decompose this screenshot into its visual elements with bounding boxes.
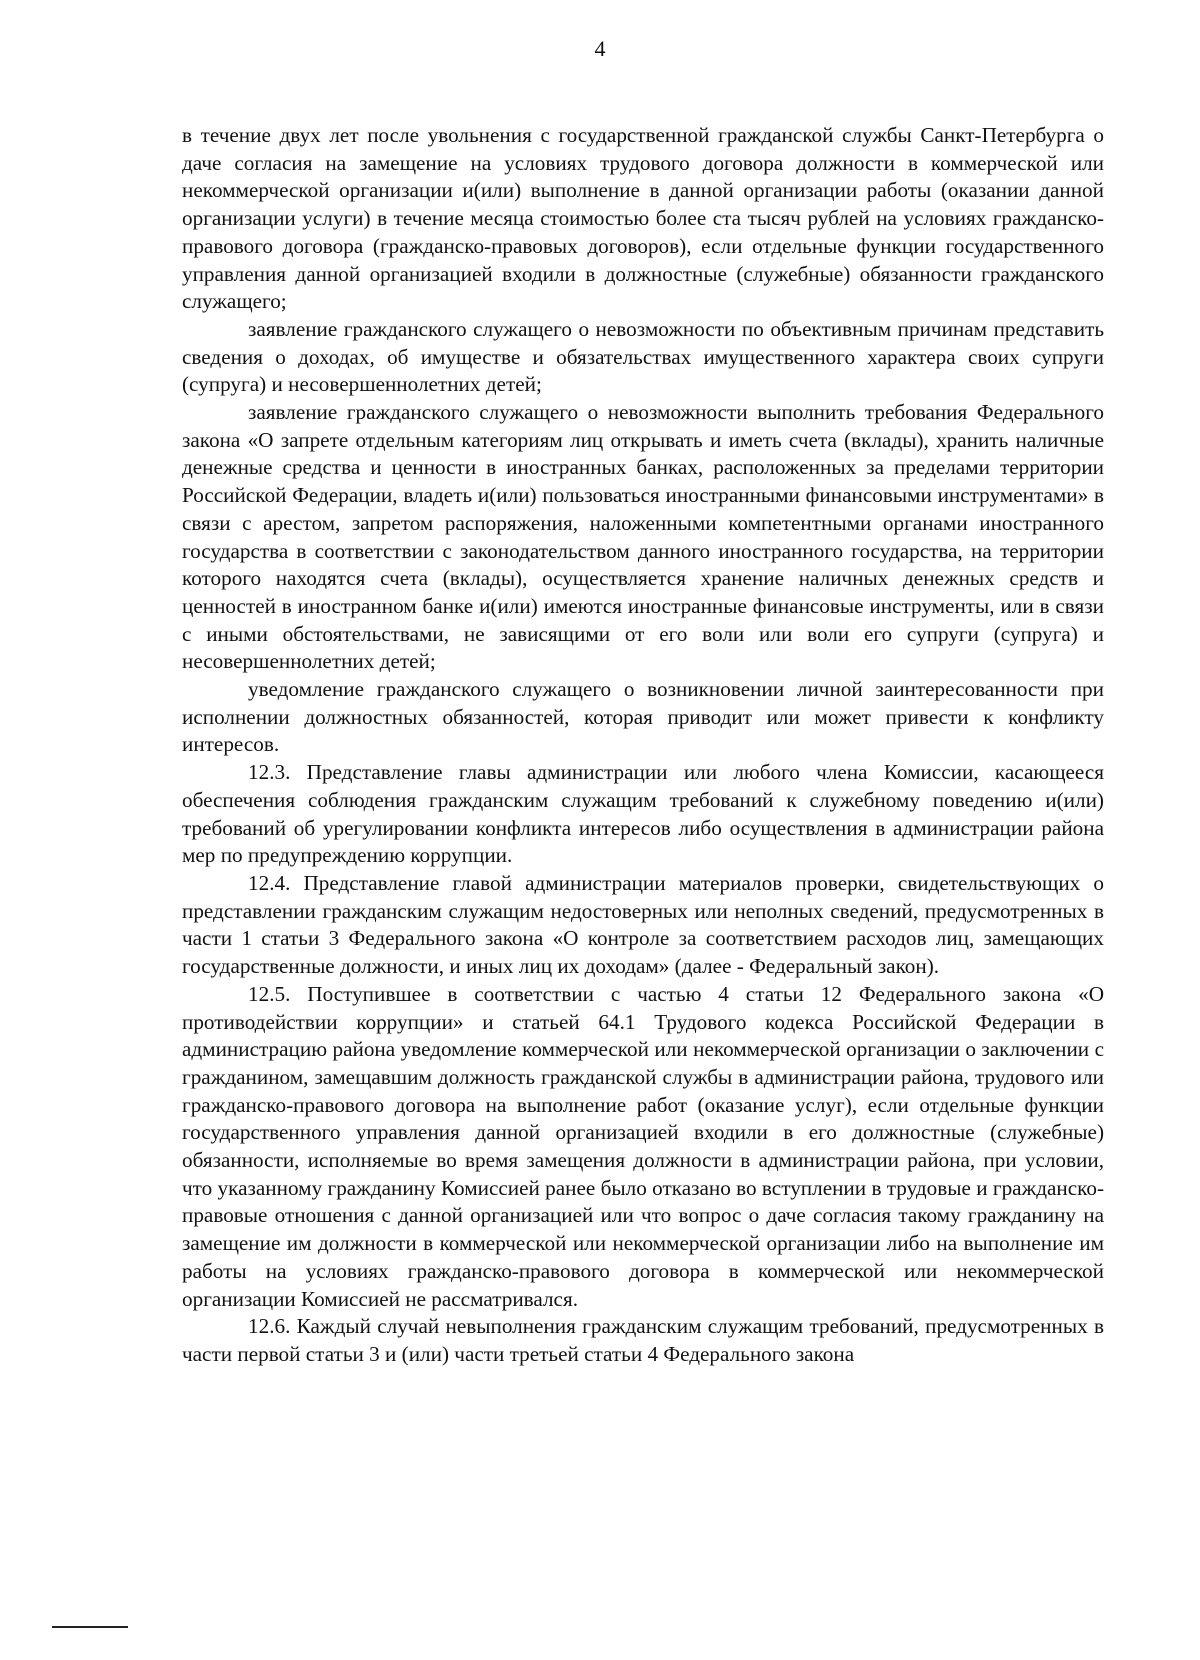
- page-number: 4: [594, 36, 606, 61]
- paragraph-continued: в течение двух лет после увольнения с государственной гражданской службы Санкт-Петербурга о даче согласия на замещение на условиях трудового договора должности в коммерческой или некоммерческой организации и(или) выполнение в данной организации работы (оказании данной организации услуги) в течение месяца стоимостью более ста тысяч рублей на условиях гражданско-правового договора (гражданско-правовых договоров), если отдельные функции государственного управления данной организацией входили в должностные (служебные) обязанности гражданского служащего;: [182, 123, 1104, 314]
- paragraph-12-5: 12.5. Поступившее в соответствии с частью 4 статьи 12 Федерального закона «О противодействии коррупции» и статьей 64.1 Трудового кодекса Российской Федерации в администрацию района уведомление коммерческой или некоммерческой организации о заключении с гражданином, замещавшим должность гражданской службы в администрации района, трудового или гражданско-правового договора на выполнение работ (оказание услуг), если отдельные функции государственного управления данной организацией входили в его должностные (служебные) обязанности, исполняемые во время замещения должности в администрации района, при условии, что указанному гражданину Комиссией ранее было отказано во вступлении в трудовые и гражданско-правовые отношения с данной организацией или что вопрос о даче согласия такому гражданину на замещение им должности в коммерческой или некоммерческой организации либо на выполнение им работы на условиях гражданско-правового договора в коммерческой или некоммерческой организации Комиссией не рассматривался.: [182, 981, 1104, 1311]
- paragraph: заявление гражданского служащего о невозможности выполнить требования Федерального закона «О запрете отдельным категориям лиц открывать и иметь счета (вклады), хранить наличные денежные средства и ценности в иностранных банках, расположенных за пределами территории Российской Федерации, владеть и(или) пользоваться иностранными финансовыми инструментами» в связи с арестом, запретом распоряжения, наложенными компетентными органами иностранного государства в соответствии с законодательством данного иностранного государства, на территории которого находятся счета (вклады), осуществляется хранение наличных денежных средств и ценностей в иностранном банке и(или) имеются иностранные финансовые инструменты, или в связи с иными обстоятельствами, не зависящими от его воли или воли его супруги (супруга) и несовершеннолетних детей;: [182, 400, 1104, 674]
- footer-divider: [52, 1626, 128, 1628]
- paragraph: заявление гражданского служащего о невозможности по объективным причинам представить сведения о доходах, об имуществе и обязательствах имущественного характера своих супруги (супруга) и несовершеннолетних детей;: [182, 316, 1104, 397]
- paragraph-12-6: 12.6. Каждый случай невыполнения гражданским служащим требований, предусмотренных в части первой статьи 3 и (или) части третьей статьи 4 Федерального закона: [182, 1314, 1104, 1366]
- paragraph-12-4: 12.4. Представление главой администрации материалов проверки, свидетельствующих о представлении гражданским служащим недостоверных или неполных сведений, предусмотренных в части 1 статьи 3 Федерального закона «О контроле за соответствием расходов лиц, замещающих государственные должности, и иных лиц их доходам» (далее - Федеральный закон).: [182, 870, 1104, 979]
- paragraph-12-3: 12.3. Представление главы администрации или любого члена Комиссии, касающееся обеспечения соблюдения гражданским служащим требований к служебному поведению и(или) требований об урегулировании конфликта интересов либо осуществления в администрации района мер по предупреждению коррупции.: [182, 760, 1104, 868]
- document-body: [182, 122, 1104, 1369]
- paragraph: уведомление гражданского служащего о возникновении личной заинтересованности при исполнении должностных обязанностей, которая приводит или может привести к конфликту интересов.: [182, 677, 1104, 757]
